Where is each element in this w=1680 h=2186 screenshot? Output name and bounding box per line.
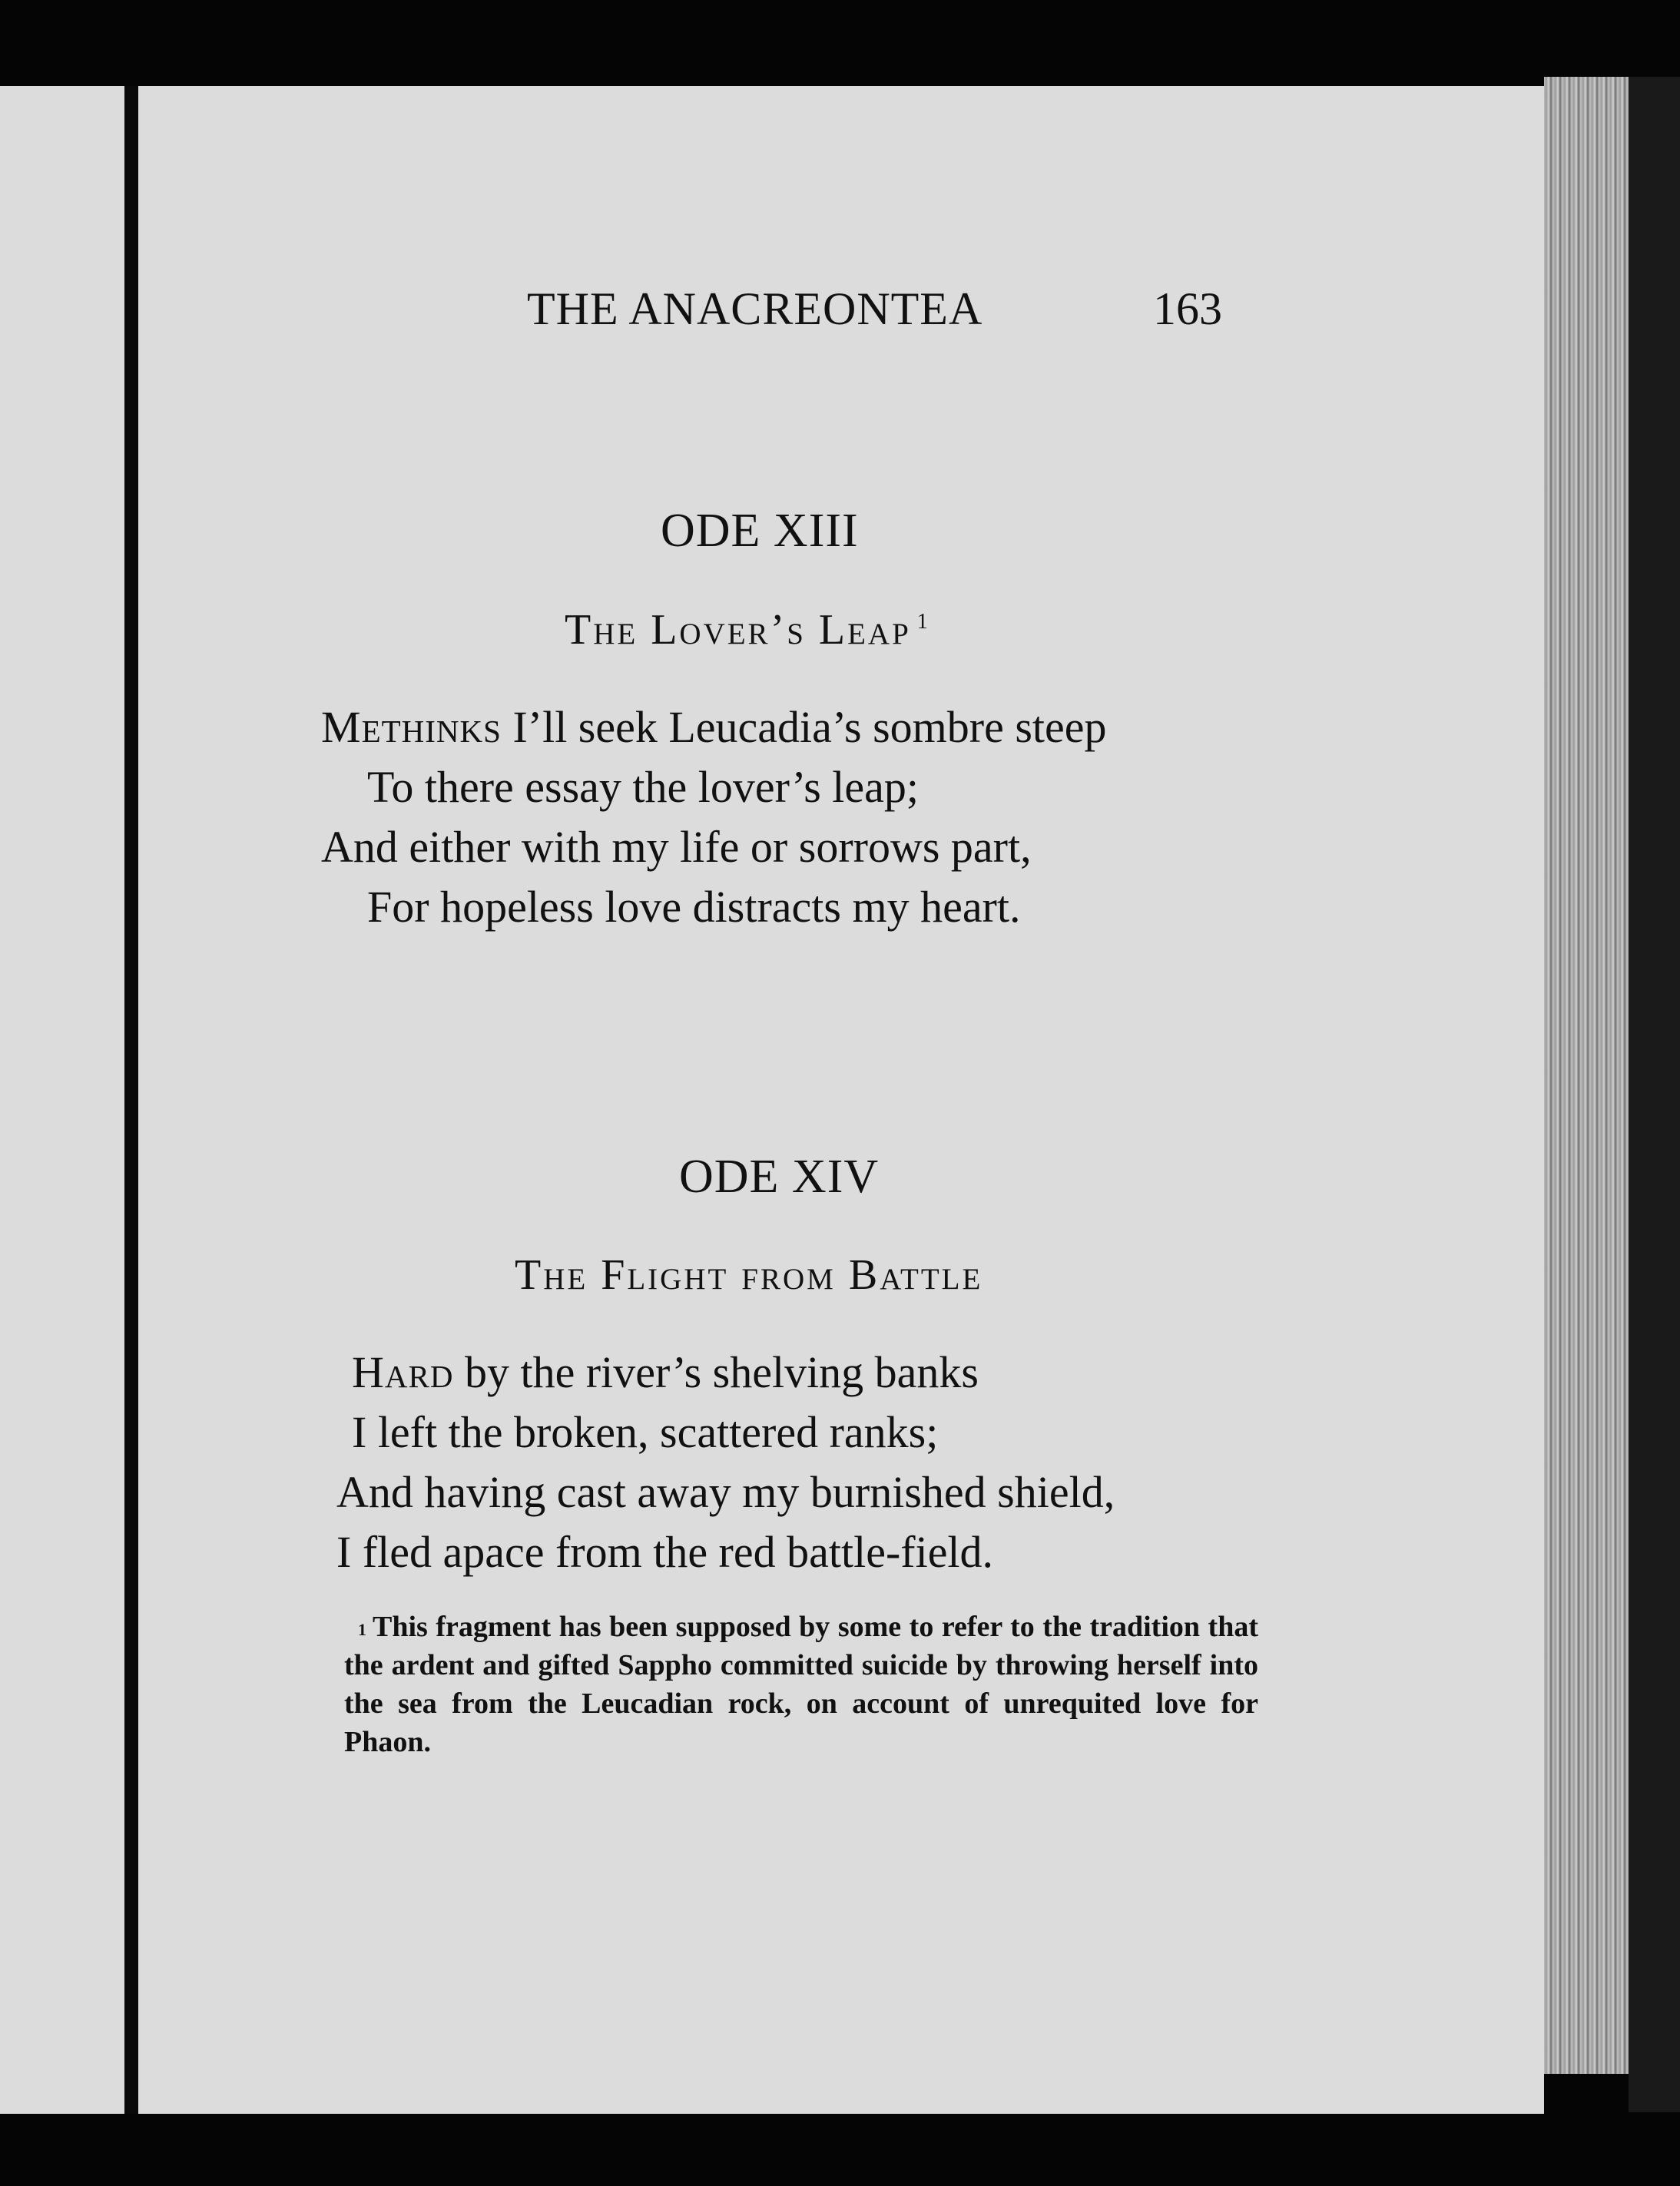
- verse-line: And either with my life or sorrows part,: [321, 822, 1032, 872]
- ode-title-text: The Lover’s Leap: [565, 606, 911, 654]
- footnote-mark: 1: [358, 1620, 366, 1639]
- footnote: [344, 1608, 1258, 1761]
- verse-line: And having cast away my burnished shield,: [336, 1467, 1115, 1517]
- verse-line: [321, 697, 1106, 757]
- running-title: THE ANACREONTEA: [527, 283, 983, 334]
- verse-lead-word: Hard: [352, 1347, 454, 1397]
- ode-verse: [321, 697, 1106, 937]
- ode-title: [565, 605, 930, 654]
- verse-line: [336, 1343, 1115, 1403]
- facing-page-edge: [0, 86, 124, 2114]
- verse-line-text: by the river’s shelving banks: [453, 1347, 979, 1397]
- page-fore-edge: [1544, 77, 1629, 2074]
- book-gutter: [124, 86, 138, 2114]
- verse-lead-word: Methinks: [321, 702, 502, 752]
- ode-number: ODE XIII: [661, 505, 859, 557]
- ode-verse: [336, 1343, 1115, 1582]
- footnote-text: This fragment has been supposed by some to refer to the tradition that the ardent and gifted Sappho committed suicide by throwing herself into the sea from the Leucadian rock, on account of unrequited love for Phaon.: [344, 1611, 1258, 1758]
- verse-line: I fled apace from the red battle-field.: [336, 1527, 994, 1577]
- book-page: [138, 86, 1544, 2114]
- verse-line: To there essay the lover’s leap;: [367, 762, 920, 812]
- scan-background-right: [1629, 77, 1680, 2112]
- page-number: 163: [1153, 283, 1222, 334]
- ode-title: The Flight from Battle: [515, 1251, 983, 1299]
- footnote-reference: 1: [916, 610, 930, 634]
- verse-line: I left the broken, scattered ranks;: [352, 1407, 939, 1457]
- ode-number: ODE XIV: [679, 1151, 880, 1203]
- verse-line: For hopeless love distracts my heart.: [367, 882, 1021, 932]
- verse-line-text: I’ll seek Leucadia’s sombre steep: [501, 702, 1107, 752]
